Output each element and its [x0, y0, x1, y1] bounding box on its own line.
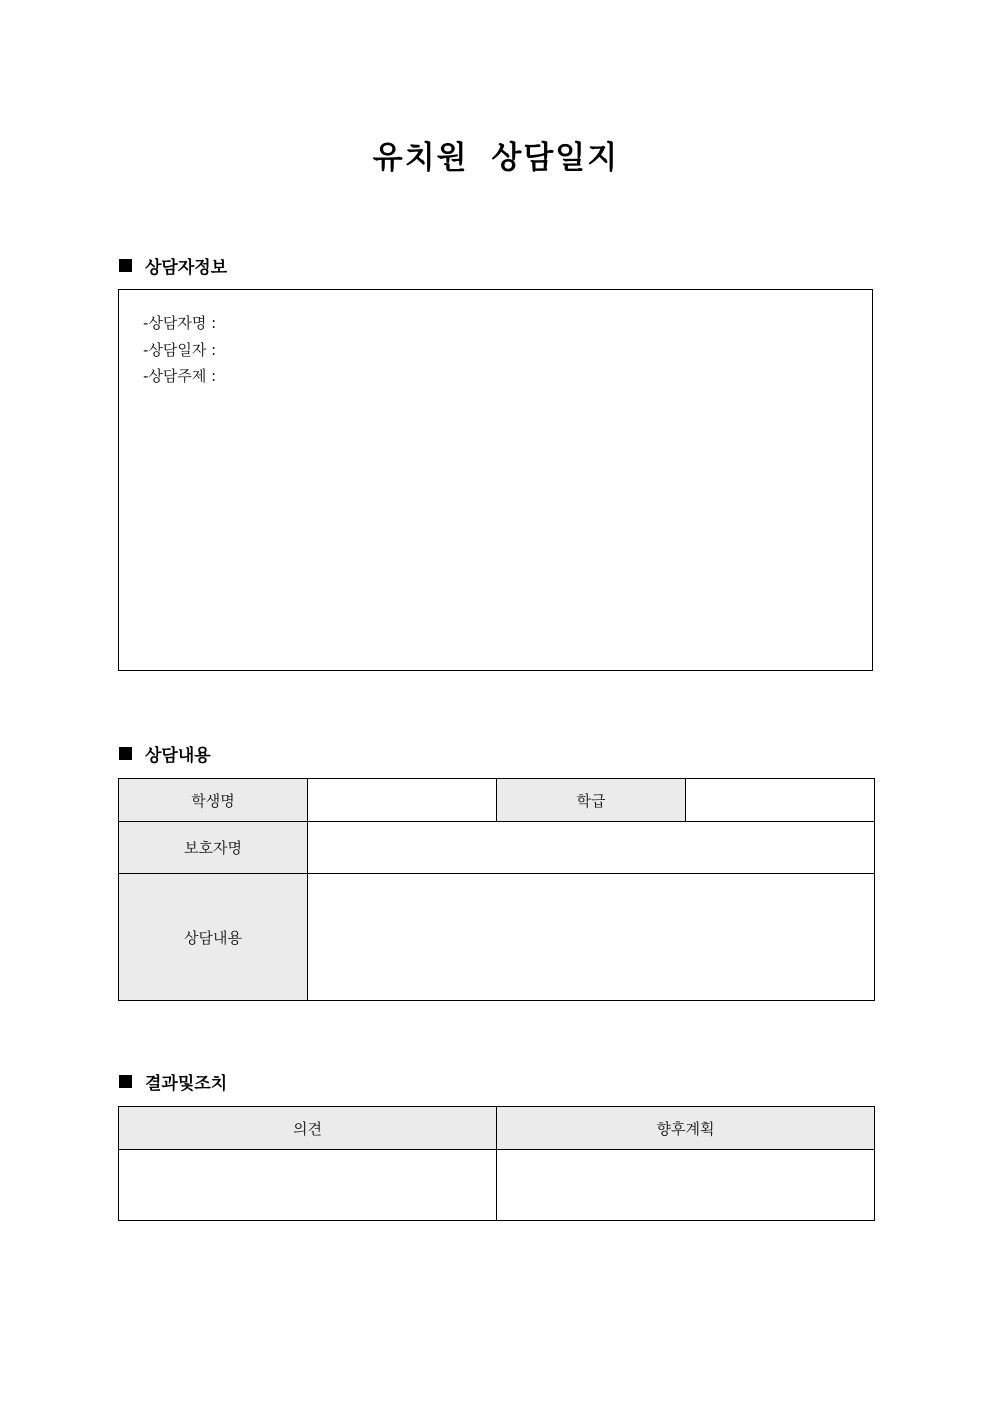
counsel-topic-line: -상담주제 : [143, 367, 217, 385]
table-row [119, 874, 875, 1001]
counselor-name-line: -상담자명 : [143, 314, 217, 332]
opinion-field[interactable] [119, 1150, 497, 1221]
document-title: 유치원 상담일지 [372, 140, 620, 176]
future-plan-label: 향후계획 [497, 1107, 875, 1150]
table-row [119, 1150, 875, 1221]
future-plan-field[interactable] [497, 1150, 875, 1221]
class-label: 학급 [497, 779, 686, 822]
section-heading-label: 상담자정보 [145, 257, 228, 278]
counsel-content-label: 상담내용 [119, 874, 308, 1001]
result-action-table [118, 1106, 875, 1221]
table-row [119, 822, 875, 874]
student-name-label: 학생명 [119, 779, 308, 822]
opinion-label: 의견 [119, 1107, 497, 1150]
square-bullet-icon [119, 1075, 132, 1088]
counsel-content-table [118, 778, 875, 1001]
guardian-name-field[interactable] [308, 822, 875, 874]
class-field[interactable] [686, 779, 875, 822]
section-heading-label: 상담내용 [145, 745, 211, 766]
table-row [119, 779, 875, 822]
counsel-content-field[interactable] [308, 874, 875, 1001]
section-heading-counsel-content [119, 741, 211, 765]
square-bullet-icon [119, 259, 132, 272]
square-bullet-icon [119, 747, 132, 760]
counsel-date-line: -상담일자 : [143, 340, 217, 359]
counselor-info-box[interactable] [118, 289, 873, 671]
counselor-info-lines [143, 310, 216, 390]
section-heading-result-action [119, 1069, 227, 1093]
student-name-field[interactable] [308, 779, 497, 822]
section-heading-label: 결과및조치 [145, 1073, 228, 1094]
section-heading-counselor-info [119, 253, 227, 277]
table-row [119, 1107, 875, 1150]
guardian-name-label: 보호자명 [119, 822, 308, 874]
